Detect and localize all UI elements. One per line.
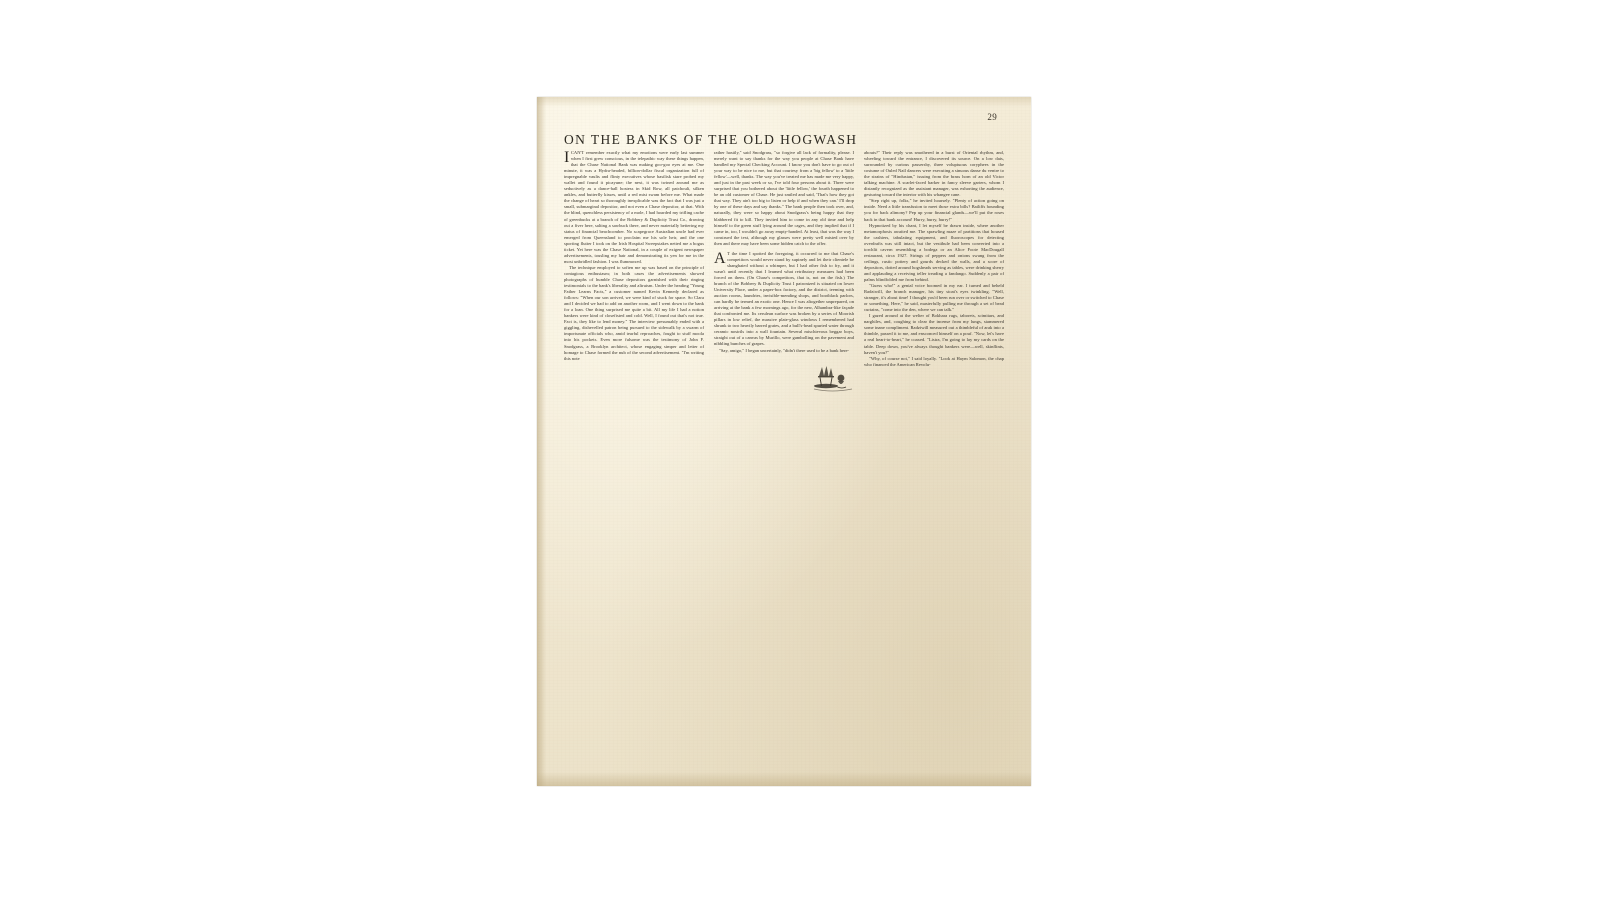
text-column-3: [864, 150, 1004, 765]
paragraph: ICAN'T remember exactly what my emotions were early last summer when I first grew conscious, in the telepathic way these things happen, that the Chase National Bank was making goo-goo eyes at me. One minute, it was a Hydra-headed, billion-dollar fiscal organization full of impregnable vaults and flinty executives whose basilisk stare probed my wallet and found it picayune; the next, it was twined around me as seductively as a dance-hall hostess in Skid Row, all patchouli, silken ankles, and butterfly kisses, until a red mist swam before me. What made the change of heart so thoroughly inexplicable was the fact that I was just a small, submarginal depositor, and not even a Chase depositor, at that. With the blind, quenchless persistency of a mole, I had hoarded my trifling cache of greenbucks at a branch of the Bobbery & Duplicity Trust Co., drawing out a fiver here, salting a sawbuck there, and never materially bettering my status of financial beachcomber. No scapegrace Australian uncle had ever emerged from Queensland to proclaim me his sole heir, and the one sporting flutter I took on the Irish Hospital Sweepstakes netted me a bogus ticket. Yet here was the Chase National, in a couple of exigent newspaper advertisements, tousling my hair and demonstrating its yen for me in the most unbridled fashion. I was flummoxed.: [564, 149, 704, 264]
page-number: 29: [987, 112, 997, 122]
paragraph: The technique employed to soften me up was based on the principle of contagious enthusiasm; in both cases the advertisements showed photographs of humble Chase depositors garnished with their ringing testimonials to the bank's liberality and altruism. Under the heading "Young Father Learns Facts," a customer named Kevin Kennedy declared as follows: "When our son arrived, we were kind of stuck for space. So Clara and I decided we had to add on another room, and I went down to the bank for a loan. One thing surprised me quite a bit. All my life I had a notion bankers were kind of closefisted and cold. Well, I found out that's not true. Fact is, they like to lend money." The interview presumably ended with a giggling, dishevelled patron being pursued to the sidewalk by a swarm of importunate officials who, amid tearful reproaches, fought to stuff moola into his pockets. Even more fulsome was the testimony of John F. Snodgrass, a Brooklyn architect, whose engaging simper and letter of homage to Chase formed the nub of the second advertisement. "I'm writing this note: [564, 264, 704, 361]
paragraph: "Step right up, folks," he invited hoarsely. "Plenty of action going on inside. Need a little transfusion to meet those extra bills? Bailiffs hounding you for back alimony? Pep up your financial glands—we'll put the roses back in that bank account! Hurry, hurry, hurry!": [864, 198, 1004, 222]
paragraph: AT the time I spotted the foregoing, it occurred to me that Chase's competitors would never stand by supinely and let their clientele be shanghaied without a whimper, but I had other fish to fry, and it wasn't until recently that I learned what retributory measures had been forced on them. (On Chase's competitors, that is, not on the fish.) The branch of the Bobbery & Duplicity Trust I patronized is situated on lower University Place, under a paper-box factory, and the district, teeming with auction rooms, laundries, invisible-mending shops, and bootblack parlors, can hardly be termed an exotic one. Hence I was altogether unprepared, on arriving at the bank a few mornings ago, for the new, Alhambra-like façade that confronted me. Its cerulean surface was broken by a series of Moorish pillars in low relief, the massive plate-glass windows I remembered had shrunk to two heavily barred grates, and a bull's-head spurted water through ceramic nostrils into a wall fountain. Several mischievous beggar boys, straight out of a canvas by Murillo, were gambolling on the pavement and nibbling bunches of grapes.: [714, 249, 854, 347]
paragraph: rather hastily," said Snodgrass, "so forgive all lack of formality, please. I merely want to say thanks for the way you people at Chase Bank have handled my Special Checking Account. I know you don't have to go out of your way to be nice to me, but that courtesy from a 'big fellow' to a 'little fellow'—well, thanks. The way you've treated me has made me very happy, and just in the past week or so, I've told four persons about it. Three were surprised that you bothered about the 'little fellow,' the fourth happened to be an old customer of Chase. He just smiled and said, 'That's how they got that way. They ain't too big to listen or help if and when they can.' I'll drop by one of these days and say thanks." The bank people then took over, and, naturally, they were so happy about Snodgrass's being happy that they blabbered fit to kill. They invited him to come in any old time and help himself to the green stuff lying around the cages, and they implied that if I came in, too, I wouldn't go away empty-handed. At least, that was the way I construed the text, although my glasses were pretty well misted over by then and there may have been some hidden catch to the offer.: [714, 150, 854, 246]
article-body: [564, 150, 1004, 765]
ink-spot-drawing-of-table-and-figures: [812, 356, 854, 396]
paragraph: "Why, of course not," I said loyally. "Look at Haym Salomon, the chap who financed the American Revolu-: [864, 355, 1004, 367]
paragraph: "Guess who!" a genial voice boomed in my ear. I turned and beheld Radziwill, the branch manager, his tiny stoat's eyes twinkling. "Well, stranger, it's about time! I thought you'd been run over or switched to Chase or something. Here," he said, masterfully pulling me through a set of bead curtains, "come into the den, where we can talk.": [864, 283, 1004, 313]
page-left-shading: [537, 97, 546, 786]
magazine-page: [537, 97, 1031, 786]
text-column-1: [564, 150, 704, 765]
paragraph: I gazed around at the welter of Bokhara rugs, taborets, scimitars, and narghiles, and, coughing to clear the incense from my lungs, stammered some inane compliment. Radziwill measured out a thimbleful of arak into a thimble, passed it to me, and ensconced himself on a pouf. "Now, let's have a real heart-to-heart," he coaxed. "Listra, I'm going to lay my cards on the table. Deep down, you've always thought bankers were—well, skinflints, haven't you?": [864, 313, 1004, 355]
page-top-shading: [537, 97, 1031, 107]
paragraph: "Say, amigo," I began uncertainly, "didn't there used to be a bank here-: [719, 347, 850, 353]
paragraph: abouts?" Their reply was smothered in a burst of Oriental rhythm, and, wheeling toward the entrance, I discovered its source. On a low dais, surrounded by curious passersby, three voluptuous coryphees in the costume of Ouled Naïl dancers were executing a sinuous danse du ventre to the strains of "Hindustan," issuing from the brass horn of an old Victor talking machine. A scarlet-faced barker in fancy sleeve garters, whom I distantly recognized as the assistant manager, was exhorting the audience, gesturing toward the interior with his whangee cane.: [864, 150, 1004, 198]
page-bottom-shading: [537, 772, 1031, 786]
article-headline: ON THE BANKS OF THE OLD HOGWASH: [564, 132, 858, 147]
text-column-2: [714, 150, 854, 765]
paragraph: Hypnotized by his chant, I let myself be drawn inside, where another metamorphosis awaited me. The sprawling maze of partitions that housed the cashiers, tabulating equipment, and fluoroscopes for detecting overdrafts was still intact, but the vestibule had been converted into a torchlit cavern resembling a bodega or an Alice Foote MacDougall restaurant, circa 1927. Strings of peppers and onions swung from the ceilings, rustic pottery and gourds decked the walls, and a score of depositors, dotted around hogsheads serving as tables, were drinking sherry and applauding a receiving teller treading a fandango. Suddenly a pair of palms blindfolded me from behind.: [864, 222, 1004, 282]
